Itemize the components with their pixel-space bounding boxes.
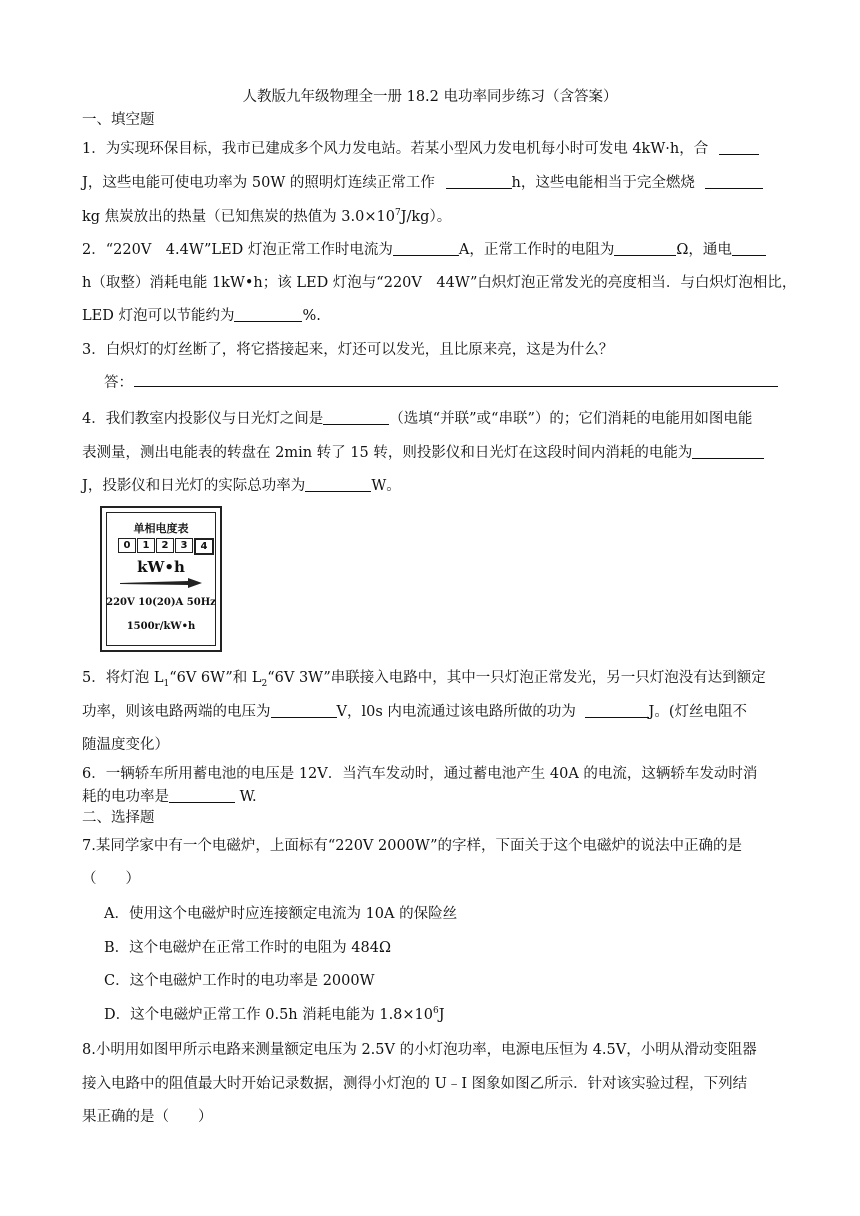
q7-line1: 7.某同学家中有一个电磁炉，上面标有“220V 2000W”的字样，下面关于这个电磁炉的说法中正确的是 <box>82 838 742 854</box>
q4-line3: J，投影仪和日光灯的实际总功率为 W。 <box>82 478 401 494</box>
meter-digit-last: 4 <box>194 538 214 555</box>
meter-digit: 0 <box>118 538 136 553</box>
q8-line2: 接入电路中的阻值最大时开始记录数据，测得小灯泡的 U﹣I 图象如图乙所示．针对该实验过程，下列结 <box>82 1076 748 1092</box>
meter-title: 单相电度表 <box>133 522 189 535</box>
q5-blank2[interactable] <box>585 703 649 718</box>
q7-option-a[interactable]: A．使用这个电磁炉时应连接额定电流为 10A 的保险丝 <box>104 906 458 922</box>
q1-blank2[interactable] <box>446 174 512 189</box>
q7-option-d[interactable]: D．这个电磁炉正常工作 0.5h 消耗电能为 $1.8\times 10^6J$ <box>104 1006 445 1023</box>
q2-blank1[interactable] <box>393 241 459 256</box>
q4-line1: 4．我们教室内投影仪与日光灯之间是 （选填“并联”或“串联”）的；它们消耗的电能用如图电能 <box>82 411 753 427</box>
q2-line3: LED 灯泡可以节能约为 %. <box>82 308 321 324</box>
q3-answer-label: 答： <box>104 375 133 391</box>
rotation-arrow-icon <box>118 576 204 590</box>
q1-blank1[interactable] <box>719 140 759 155</box>
q1-blank3[interactable] <box>705 174 763 189</box>
q8-line3: 果正确的是（ ） <box>82 1109 213 1125</box>
section-fill-blank: 一、填空题 <box>82 112 155 128</box>
q6-line2: 耗的电功率是 W. <box>82 789 257 805</box>
meter-rev-constant: 1500r/kW•h <box>126 621 196 632</box>
q4-blank3[interactable] <box>305 477 371 492</box>
q2-blank3[interactable] <box>732 241 766 256</box>
q6-blank1[interactable] <box>169 788 235 803</box>
q5-line3: 随温度变化） <box>82 737 169 753</box>
q5-line2: 功率，则该电路两端的电压为 V，l0s 内电流通过该电路所做的功为 J。(灯丝电阻不 <box>82 704 747 720</box>
meter-digit: 2 <box>156 538 174 553</box>
q7-option-b[interactable]: B．这个电磁炉在正常工作时的电阻为 484Ω <box>104 940 391 956</box>
q8-line1: 8.小明用如图甲所示电路来测量额定电压为 2.5V 的小灯泡功率，电源电压恒为 4.5V，小明从滑动变阻器 <box>82 1042 757 1058</box>
q3-answer-line[interactable] <box>134 386 778 387</box>
q4-blank1[interactable] <box>323 410 389 425</box>
meter-digit: 1 <box>137 538 155 553</box>
meter-unit: kW•h <box>137 558 185 576</box>
q1-line3: kg 焦炭放出的热量（已知焦炭的热值为 $3.0\times 10^7J/kg$）。 <box>82 208 452 225</box>
q1-line2: J，这些电能可使电功率为 50W 的照明灯连续正常工作 h，这些电能相当于完全燃烧 <box>82 171 782 192</box>
q7-option-c[interactable]: C．这个电磁炉工作时的电功率是 2000W <box>104 973 375 989</box>
q6-line1: 6．一辆轿车所用蓄电池的电压是 12V．当汽车发动时，通过蓄电池产生 40A 的电流，这辆轿车发动时消 <box>82 766 758 782</box>
q1-line1: 1．为实现环保目标，我市已建成多个风力发电站。若某小型风力发电机每小时可发电 4kW·h，合 <box>82 137 782 158</box>
document-title: 人教版九年级物理全一册 18.2 电功率同步练习（含答案） <box>242 89 618 105</box>
meter-digit: 3 <box>175 538 193 553</box>
q2-line2: h（取整）消耗电能 1kW•h；该 LED 灯泡与“220V 44W”白炽灯泡正常发光的亮度相当．与白炽灯泡相比， <box>82 275 797 291</box>
q2-blank2[interactable] <box>614 241 676 256</box>
section-multiple-choice: 二、选择题 <box>82 810 155 826</box>
meter-digits <box>118 538 215 555</box>
q4-line2: 表测量，测出电能表的转盘在 2min 转了 15 转，则投影仪和日光灯在这段时间内消耗的电能为 <box>82 441 782 462</box>
q7-paren: （ ） <box>82 871 140 887</box>
q5-line1: 5．将灯泡 $L_1“6V$ 6W”和 $L_2“6V$ 3W”串联接入电路中，其中一只灯泡正常发光，另一只灯泡没有达到额定 <box>82 670 766 689</box>
q4-blank2[interactable] <box>692 444 764 459</box>
q5-blank1[interactable] <box>271 703 337 718</box>
q2-line1: 2．“220V 4.4W”LED 灯泡正常工作时电流为 A，正常工作时的电阻为 Ω，通电 <box>82 238 782 259</box>
meter-spec: 220V 10(20)A 50Hz <box>106 597 216 608</box>
q3-line1: 3．白炽灯的灯丝断了，将它搭接起来，灯还可以发光，且比原来亮，这是为什么？ <box>82 342 614 358</box>
electric-meter-figure <box>100 506 222 652</box>
q2-blank4[interactable] <box>234 307 302 322</box>
